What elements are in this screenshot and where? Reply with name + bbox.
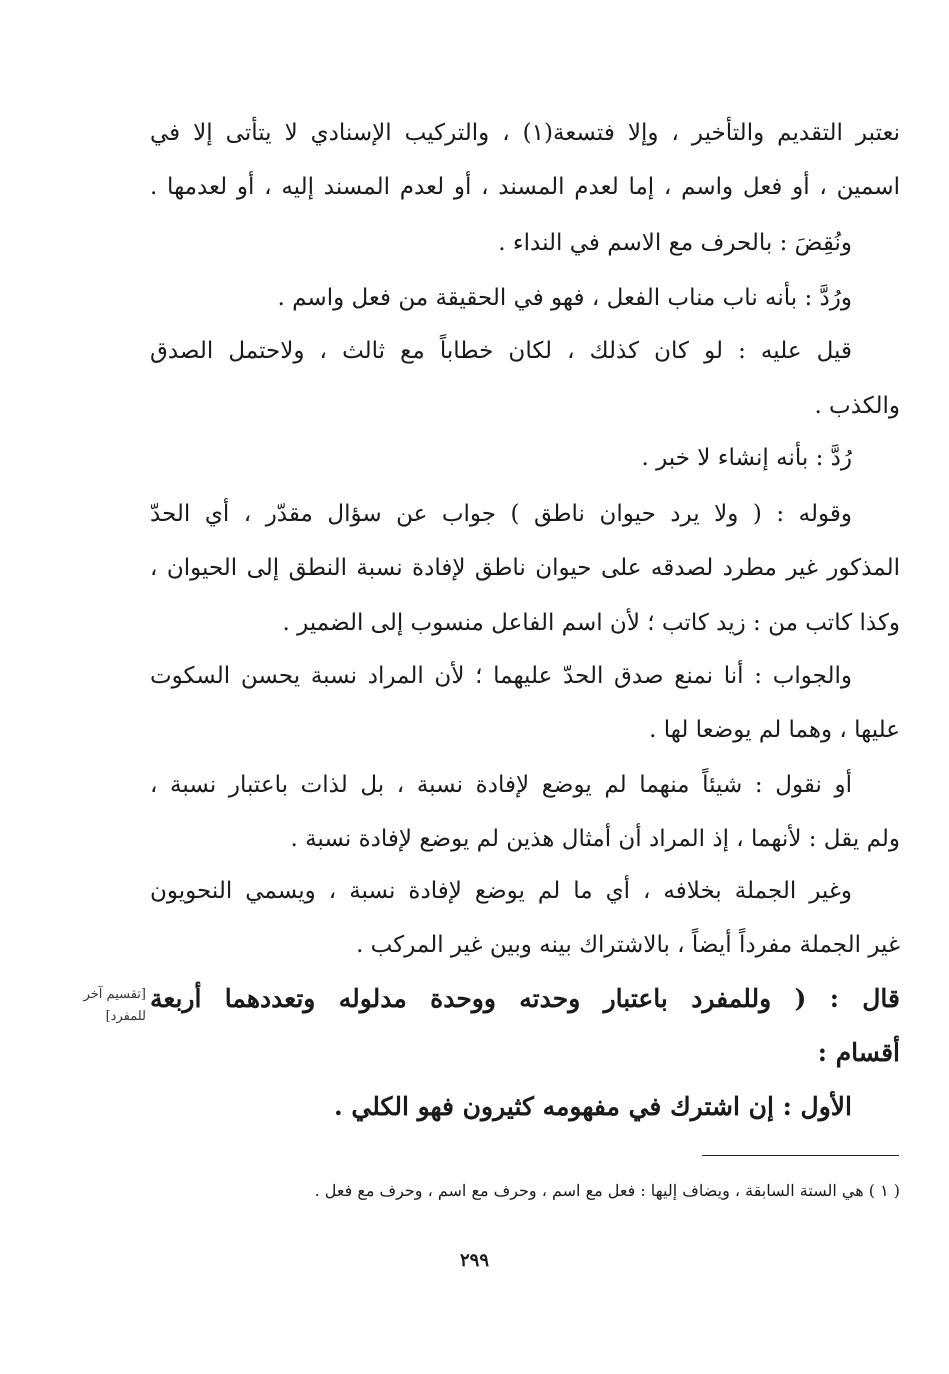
text-line-12: عليها ، وهما لم يوضعا لها .	[649, 717, 900, 743]
text-line-7: رُدَّ : بأنه إنشاء لا خبر .	[641, 445, 852, 471]
text-line-8: وقوله : ( ولا يرد حيوان ناطق ) جواب عن سؤال مقدّر ، أي الحدّ	[150, 501, 852, 527]
text-line-11: والجواب : أنا نمنع صدق الحدّ عليهما ؛ لأن المراد نسبة يحسن السكوت	[150, 663, 852, 689]
text-line-19-heading: الأول : إن اشترك في مفهومه كثيرون فهو الكلي .	[334, 1092, 852, 1121]
footnote-divider	[702, 1155, 899, 1156]
text-line-5: قيل عليه : لو كان كذلك ، لكان خطاباً مع ثالث ، ولاحتمل الصدق	[150, 338, 852, 364]
text-line-9: المذكور غير مطرد لصدقه على حيوان ناطق لإفادة نسبة النطق إلى الحيوان ،	[150, 555, 900, 581]
text-line-2: اسمين ، أو فعل واسم ، إما لعدم المسند ، أو لعدم المسند إليه ، أو لعدمها .	[150, 174, 900, 200]
text-line-6: والكذب .	[814, 393, 900, 419]
page-number: ٢٩٩	[459, 1250, 489, 1271]
text-line-4: ورُدَّ : بأنه ناب مناب الفعل ، فهو في الحقيقة من فعل واسم .	[277, 285, 852, 311]
text-line-3: ونُقِضَ : بالحرف مع الاسم في النداء .	[498, 230, 852, 256]
text-line-10: وكذا كاتب من : زيد كاتب ؛ لأن اسم الفاعل منسوب إلى الضمير .	[282, 610, 900, 636]
text-line-1: نعتبر التقديم والتأخير ، وإلا فتسعة(١) ، والتركيب الإسنادي لا يتأتى إلا في	[150, 120, 900, 146]
footnote: ( ١ ) هي الستة السابقة ، ويضاف إليها : فعل مع اسم ، وحرف مع اسم ، وحرف مع فعل .	[314, 1181, 900, 1200]
text-line-16: غير الجملة مفرداً أيضاً ، بالاشتراك بينه وبين غير المركب .	[356, 932, 900, 958]
text-line-15: وغير الجملة بخلافه ، أي ما لم يوضع لإفادة نسبة ، ويسمي النحويون	[150, 878, 852, 904]
text-line-17-heading: قال : ( وللمفرد باعتبار وحدته ووحدة مدلوله وتعددهما أربعة	[150, 984, 900, 1013]
text-line-13: أو نقول : شيئاً منهما لم يوضع لإفادة نسبة ، بل لذات باعتبار نسبة ،	[150, 772, 852, 798]
text-line-18-heading: أقسام :	[817, 1038, 900, 1067]
text-line-14: ولم يقل : لأنهما ، إذ المراد أن أمثال هذين لم يوضع لإفادة نسبة .	[290, 826, 900, 852]
margin-note: [تقسيم آخر للمفرد]	[83, 987, 146, 1024]
